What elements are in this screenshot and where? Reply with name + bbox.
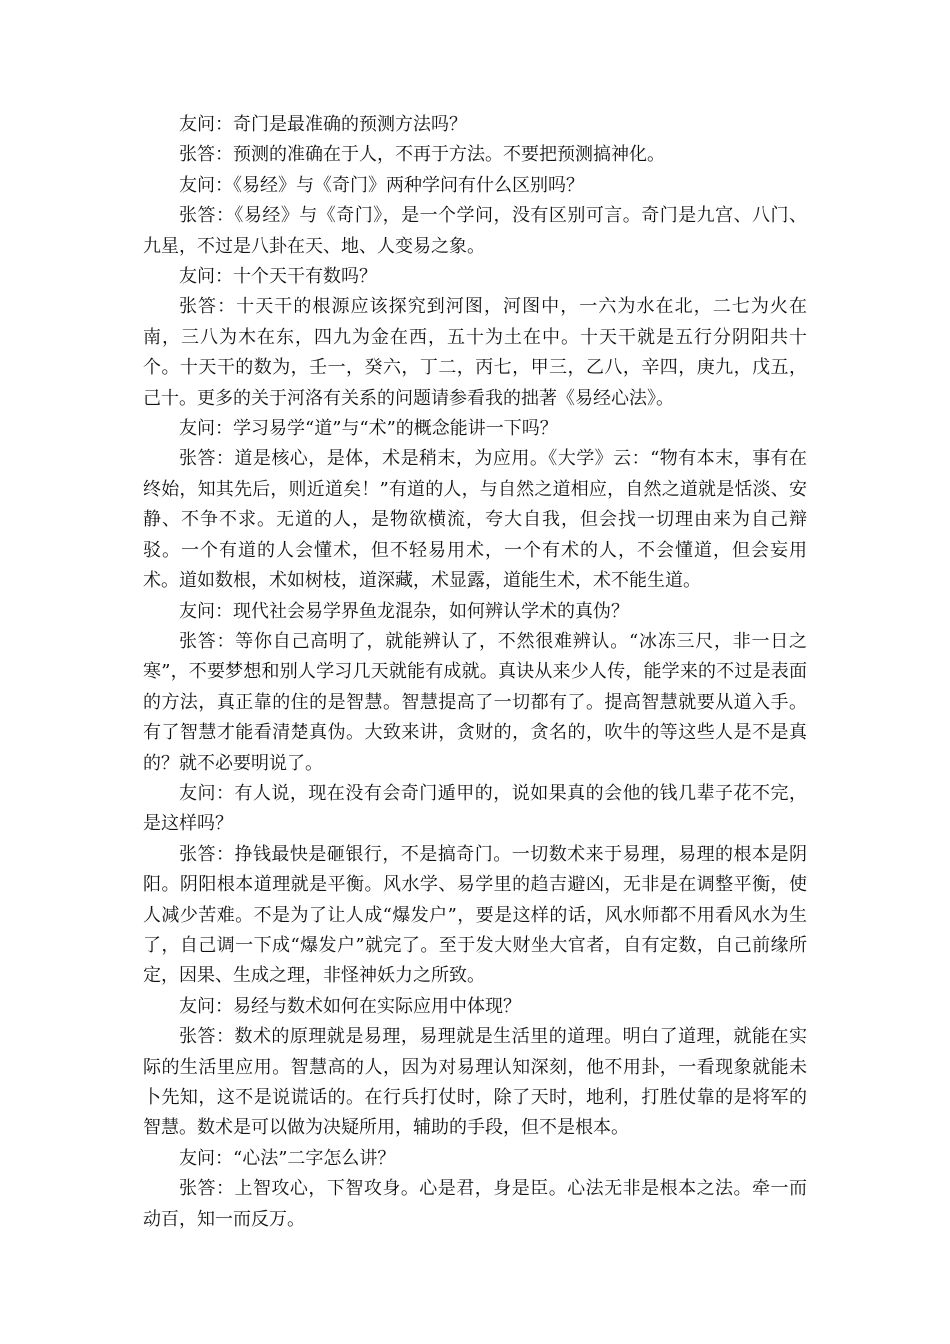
answer-paragraph: 张答：数术的原理就是易理，易理就是生活里的道理。明白了道理，就能在实际的生活里应用。智慧高的人，因为对易理认知深刻，他不用卦，一看现象就能未卜先知，这不是说谎话的。在行兵打仗时，除了天时，地利，打胜仗靠的是将军的智慧。数术是可以做为决疑所用，辅助的手段，但不是根本。 <box>143 1026 807 1139</box>
answer-paragraph: 张答：《易经》与《奇门》，是一个学问，没有区别可言。奇门是九宫、八门、九星，不过是八卦在天、地、人变易之象。 <box>143 205 807 257</box>
answer-paragraph: 张答：上智攻心，下智攻身。心是君，身是臣。心法无非是根本之法。牵一而动百，知一而反万。 <box>143 1178 807 1230</box>
question-paragraph: 友问：现代社会易学界鱼龙混杂，如何辨认学术的真伪？ <box>179 600 629 622</box>
answer-paragraph: 张答：十天干的根源应该探究到河图，河图中，一六为水在北，二七为火在南，三八为木在东，四九为金在西，五十为土在中。十天干就是五行分阴阳共十个。十天干的数为，壬一，癸六，丁二，丙七，甲三，乙八，辛四，庚九，戊五，己十。更多的关于河洛有关系的问题请参看我的拙著《易经心法》。 <box>143 296 807 409</box>
question-paragraph: 友问：有人说，现在没有会奇门遁甲的，说如果真的会他的钱几辈子花不完，是这样吗？ <box>143 782 807 835</box>
question-paragraph: 友问：《易经》与《奇门》两种学问有什么区别吗？ <box>179 174 584 196</box>
question-paragraph: 友问：易经与数术如何在实际应用中体现？ <box>179 995 521 1017</box>
document-body <box>143 110 807 1235</box>
answer-paragraph: 张答：挣钱最快是砸银行，不是搞奇门。一切数术来于易理，易理的根本是阴阳。阴阳根本道理就是平衡。风水学、易学里的趋吉避凶，无非是在调整平衡，使人减少苦难。不是为了让人成“爆发户”，要是这样的话，风水师都不用看风水为生了，自己调一下成“爆发户”就完了。至于发大财坐大官者，自有定数，自己前缘所定，因果、生成之理，非怪神妖力之所致。 <box>143 843 807 987</box>
question-paragraph: 友问：学习易学“道”与“术”的概念能讲一下吗？ <box>179 418 558 440</box>
answer-paragraph: 张答：等你自己高明了，就能辨认了，不然很难辨认。“冰冻三尺，非一日之寒”，不要梦想和别人学习几天就能有成就。真诀从来少人传，能学来的不过是表面的方法，真正靠的住的是智慧。智慧提高了一切都有了。提高智慧就要从道入手。有了智慧才能看清楚真伪。大致来讲，贪财的，贪名的，吹牛的等这些人是不是真的？就不必要明说了。 <box>143 630 807 774</box>
answer-paragraph: 张答：道是核心，是体，术是稍末，为应用。《大学》云：“物有本末，事有在终始，知其先后，则近道矣！”有道的人，与自然之道相应，自然之道就是恬淡、安静、不争不求。无道的人，是物欲横流，夸大自我，但会找一切理由来为自己辩驳。一个有道的人会懂术，但不轻易用术，一个有术的人，不会懂道，但会妄用术。道如数根，术如树枝，道深藏，术显露，道能生术，术不能生道。 <box>143 448 807 592</box>
answer-paragraph: 张答：预测的准确在于人，不再于方法。不要把预测搞神化。 <box>179 144 665 166</box>
question-paragraph: 友问：“心法”二字怎么讲？ <box>179 1147 396 1169</box>
question-paragraph: 友问：奇门是最准确的预测方法吗？ <box>179 114 467 135</box>
question-paragraph: 友问：十个天干有数吗？ <box>179 266 377 288</box>
